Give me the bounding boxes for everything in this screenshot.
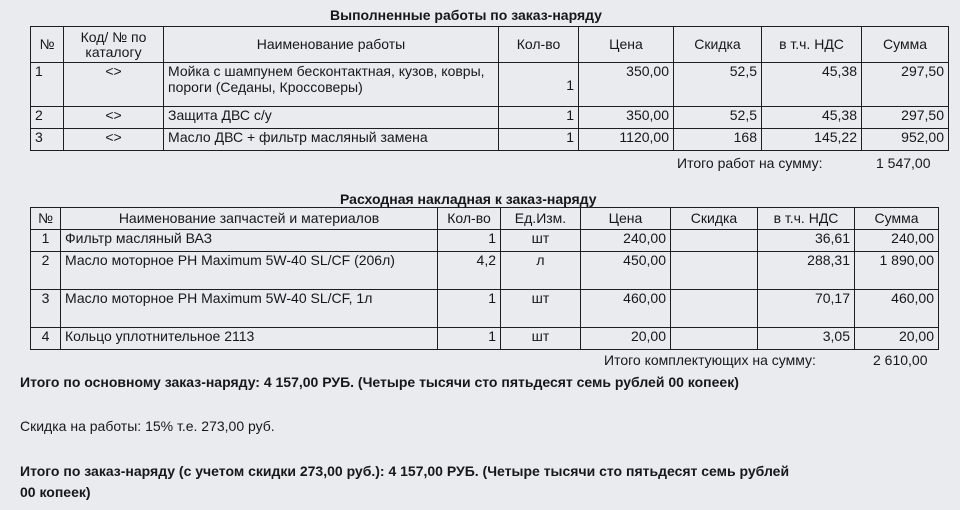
row-name: Мойка с шампунем бесконтактная, кузов, ковры, пороги (Седаны, Кроссоверы) <box>164 63 499 107</box>
main-order-total: Итого по основному заказ-наряду: 4 157,00 РУБ. (Четыре тысячи сто пятьдесят семь рублей 00 копеек) <box>20 374 739 390</box>
row-vat: 45,38 <box>762 63 862 107</box>
final-total-line1: Итого по заказ-наряду (с учетом скидки 273,00 руб.): 4 157,00 РУБ. (Четыре тысячи сто пятьдесят семь рублей <box>20 463 790 479</box>
works-col-name: Наименование работы <box>164 27 499 63</box>
row-price: 240,00 <box>581 230 671 252</box>
parts-col-price: Цена <box>581 208 671 230</box>
works-col-sum: Сумма <box>862 27 949 63</box>
parts-col-sum: Сумма <box>855 208 939 230</box>
parts-table <box>30 207 939 350</box>
row-num: 2 <box>31 107 64 129</box>
row-sum: 460,00 <box>855 290 939 328</box>
discount-note: Скидка на работы: 15% т.е. 273,00 руб. <box>20 418 275 434</box>
table-row <box>31 63 949 107</box>
row-unit: л <box>501 252 581 290</box>
row-num: 1 <box>31 230 61 252</box>
parts-col-num: № <box>31 208 61 230</box>
parts-title: Расходная накладная к заказ-наряду <box>340 191 597 207</box>
row-discount <box>671 328 758 350</box>
row-vat: 145,22 <box>762 129 862 151</box>
row-sum: 297,50 <box>862 63 949 107</box>
row-code: <> <box>64 107 164 129</box>
row-discount: 52,5 <box>674 63 762 107</box>
row-name: Фильтр масляный ВАЗ <box>61 230 438 252</box>
row-sum: 1 890,00 <box>855 252 939 290</box>
row-unit: шт <box>501 290 581 328</box>
table-row <box>31 252 939 290</box>
works-table <box>30 26 949 151</box>
row-sum: 297,50 <box>862 107 949 129</box>
works-col-vat: в т.ч. НДС <box>762 27 862 63</box>
works-col-qty: Кол-во <box>499 27 579 63</box>
parts-col-vat: в т.ч. НДС <box>758 208 855 230</box>
row-qty: 1 <box>499 129 579 151</box>
parts-col-name: Наименование запчастей и материалов <box>61 208 438 230</box>
works-col-price: Цена <box>579 27 674 63</box>
works-total-value: 1 547,00 <box>876 155 931 171</box>
row-unit: шт <box>501 328 581 350</box>
row-vat: 3,05 <box>758 328 855 350</box>
row-unit: шт <box>501 230 581 252</box>
row-price: 450,00 <box>581 252 671 290</box>
row-code: <> <box>64 63 164 107</box>
row-sum: 20,00 <box>855 328 939 350</box>
row-qty: 1 <box>438 328 501 350</box>
row-price: 350,00 <box>579 107 674 129</box>
works-title: Выполненные работы по заказ-наряду <box>330 7 602 23</box>
parts-col-discount: Скидка <box>671 208 758 230</box>
parts-col-qty: Кол-во <box>438 208 501 230</box>
parts-total-label: Итого комплектующих на сумму: <box>604 352 816 368</box>
row-name: Масло моторное PH Maximum 5W-40 SL/CF (206л) <box>61 252 438 290</box>
row-name: Защита ДВС с/у <box>164 107 499 129</box>
row-code: <> <box>64 129 164 151</box>
parts-col-unit: Ед.Изм. <box>501 208 581 230</box>
parts-total-value: 2 610,00 <box>873 352 928 368</box>
row-price: 460,00 <box>581 290 671 328</box>
row-num: 4 <box>31 328 61 350</box>
row-name: Масло ДВС + фильтр масляный замена <box>164 129 499 151</box>
final-total-line2: 00 копеек) <box>20 484 91 500</box>
works-col-discount: Скидка <box>674 27 762 63</box>
row-vat: 288,31 <box>758 252 855 290</box>
parts-header-row <box>31 208 939 230</box>
row-vat: 70,17 <box>758 290 855 328</box>
row-qty: 1 <box>438 230 501 252</box>
row-price: 1120,00 <box>579 129 674 151</box>
row-sum: 240,00 <box>855 230 939 252</box>
row-price: 20,00 <box>581 328 671 350</box>
row-discount <box>671 290 758 328</box>
row-qty: 1 <box>499 107 579 129</box>
row-vat: 45,38 <box>762 107 862 129</box>
table-row <box>31 107 949 129</box>
row-num: 3 <box>31 290 61 328</box>
row-discount: 168 <box>674 129 762 151</box>
row-name: Кольцо уплотнительное 2113 <box>61 328 438 350</box>
row-discount <box>671 230 758 252</box>
row-qty: 1 <box>438 290 501 328</box>
row-qty: 4,2 <box>438 252 501 290</box>
table-row <box>31 328 939 350</box>
table-row <box>31 129 949 151</box>
row-discount <box>671 252 758 290</box>
works-col-num: № <box>31 27 64 63</box>
row-num: 2 <box>31 252 61 290</box>
row-sum: 952,00 <box>862 129 949 151</box>
table-row <box>31 290 939 328</box>
works-header-row <box>31 27 949 63</box>
table-row <box>31 230 939 252</box>
row-num: 1 <box>31 63 64 107</box>
row-num: 3 <box>31 129 64 151</box>
row-discount: 52,5 <box>674 107 762 129</box>
works-col-code: Код/ № по каталогу <box>64 27 164 63</box>
works-total-label: Итого работ на сумму: <box>677 155 823 171</box>
row-vat: 36,61 <box>758 230 855 252</box>
row-price: 350,00 <box>579 63 674 107</box>
row-name: Масло моторное PH Maximum 5W-40 SL/CF, 1л <box>61 290 438 328</box>
row-qty: 1 <box>499 63 579 107</box>
